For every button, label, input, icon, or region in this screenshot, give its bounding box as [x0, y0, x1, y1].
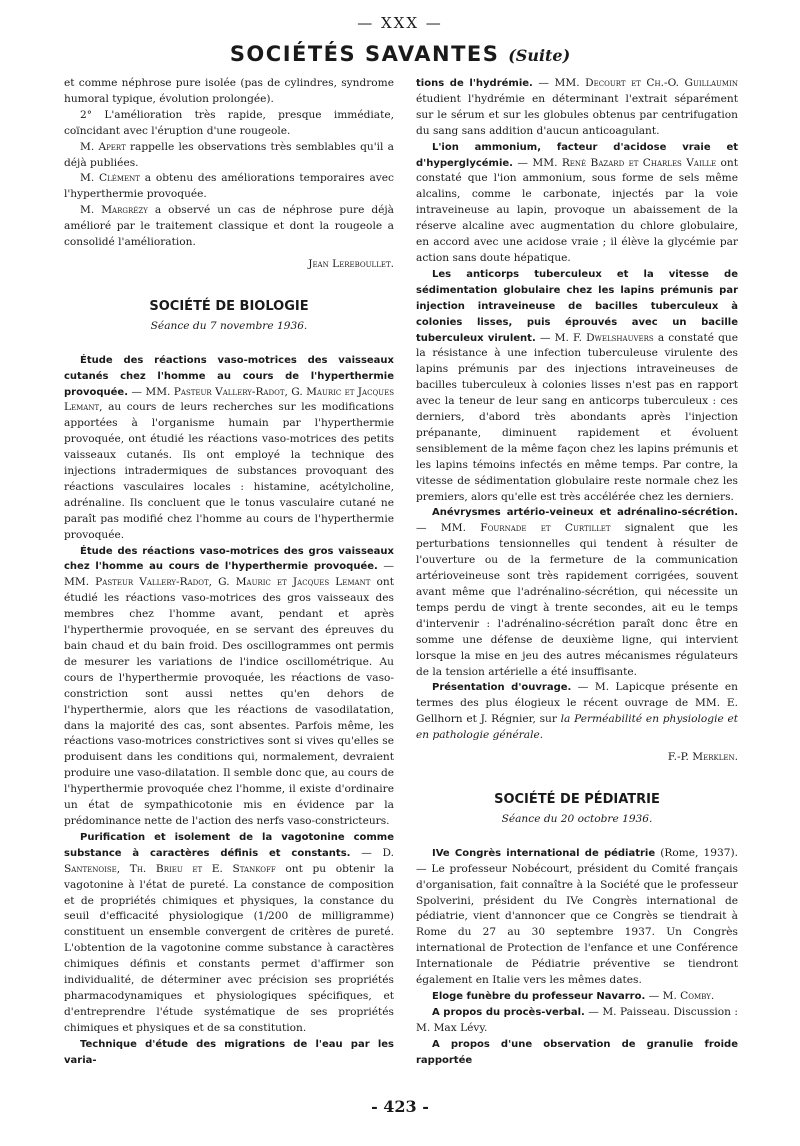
article-title: A propos d'une observation de granulie froide rapportée — [416, 1038, 738, 1066]
article-authors: — MM. Pasteur Vallery-Radot, G. Mauric et Jacques Lemant — [64, 560, 394, 589]
article-authors: — MM. René Bazard et Charles Vaille — [517, 156, 717, 169]
right-column — [416, 76, 738, 1068]
article-authors: — MM. Pasteur Vallery-Radot, G. Mauric et Jacques Lemant, — [64, 385, 394, 414]
article-title: Eloge funèbre du professeur Navarro. — [432, 990, 646, 1002]
paragraph — [64, 203, 394, 251]
left-column — [64, 76, 394, 1068]
article — [416, 1005, 738, 1037]
article-title: tions de l'hydrémie. — [416, 78, 533, 89]
article-text: a constaté que la résistance à une infection tuberculeuse virulente des lapins prémunis par des injections intraveineuses de bacilles tuberculeux à colonies lisses n'est pas en rapport avec la teneur de leur sang en anticorps tuberculeux : ces derniers, d'abord très abondants après l'injection prépanante, diminuent rapidement et évoluent sensiblement de la même façon chez les lapins prémunis et les lapins témoins infectés en même temps. Par contre, la vitesse de sédimentation globulaire reste normale chez les premiers, alors qu'elle est très accélérée chez les derniers. — [416, 331, 738, 503]
article — [416, 680, 738, 744]
article-text: — M. Comby. — [648, 989, 715, 1002]
author-name: M. Margrézy — [80, 204, 148, 217]
article — [64, 353, 394, 544]
article — [64, 1037, 394, 1069]
paragraph-text: a obtenu des améliorations temporaires avec l'hyperthermie provoquée. — [64, 172, 394, 201]
author-name: M. Apert — [80, 140, 126, 153]
folio-roman: — XXX — — [357, 14, 443, 32]
paragraph-text: rappelle les observations très semblables qu'il a déjà publiées. — [64, 140, 394, 169]
article-title: L'ion ammonium, facteur d'acidose vraie et d'hyperglycémie. — [416, 141, 738, 169]
article-title: Technique d'étude des migrations de l'eau par les varia- — [64, 1038, 394, 1066]
article — [64, 544, 394, 830]
header-title: SOCIÉTÉS SAVANTES — [229, 42, 500, 66]
article — [416, 989, 738, 1005]
article — [416, 267, 738, 506]
paragraph: et comme néphrose pure isolée (pas de cylindres, syndrome humoral typique, évolution prolongée). — [64, 77, 394, 105]
section-heading: SOCIÉTÉ DE PÉDIATRIE — [494, 791, 660, 807]
running-header — [0, 42, 800, 66]
signature: F.-P. Merklen. — [667, 751, 738, 764]
article — [416, 505, 738, 680]
article — [64, 830, 394, 1037]
article — [416, 140, 738, 267]
article-text: étudient l'hydrémie en déterminant l'extrait séparément sur le sérum et sur les globules obtenus par centrifugation du sang sans addition d'aucun anticoagulant. — [416, 92, 738, 137]
book-title: la Perméabilité en physiologie et en pathologie générale. — [416, 713, 738, 742]
paragraph-text: a observé un cas de néphrose pure déjà amélioré par le traitement classique et dont la rougeole a consolidé l'amélioration. — [64, 204, 394, 249]
author-name: M. Clément — [80, 172, 140, 185]
article-text: ont étudié les réactions vaso-motrices des gros vaisseaux des membres chez l'homme avant, pendant et après l'hyperthermie provoquée, en se servant des épreuves du bain chaud et du bain froid. Des oscillogrammes ont permis de mesurer les variations de l'indice oscillométrique. Au cours de l'hyperthermie provoquée, les réactions de vaso-constriction sont aussi nettes qu'en dehors de l'hyperthermie, alors que les réactions de vasodilatation, dans la majorité des cas, sont absentes. Parfois même, les réactions vaso-motrices constrictives sont si vives qu'elles se produisent dans les conditions qui, normalement, devraient produire une vaso-dilatation. Il semble donc que, au cours de l'hyperthermie provoquée chez l'homme, il existe d'ordinaire un état de sympathicotonie mis en évidence par la prédominance nette de l'action des nerfs vaso-constricteurs. — [64, 576, 394, 827]
article-title: IVe Congrès international de pédiatrie — [432, 847, 656, 859]
article-text: ont pu obtenir la vagotonine à l'état de pureté. La constance de composition et de propriétés chimiques et physiques, la constance du seuil d'efficacité physiologique (1/200 de milligramme) constituent un ensemble convergent de critères de pureté. L'obtention de la vagotonine comme substance à caractères chimiques définis et constants permet d'affirmer son individualité, de déterminer avec précision ses propriétés pharmacodynamiques et physiologiques spécifiques, et d'entreprendre l'étude systématique de ses propriétés chimiques et physiques et de sa constitution. — [64, 862, 394, 1034]
article-title: Anévrysmes artério-veineux et adrénalino-sécrétion. — [432, 507, 738, 519]
article-authors: — D. Santenoise, Th. Brieu et E. Stankoff — [64, 846, 395, 875]
article-authors: — MM. Decourt et Ch.-O. Guillaumin — [538, 77, 738, 89]
article-text: ont constaté que l'ion ammonium, sous forme de sels même alcalins, comme le carbonate, injectés par la voie intraveineuse au lapin, provoque un abaissement de la réserve alcaline avec augmentation du chlore globulaire, en accord avec une acidose vraie ; il élève la glycémie par action sans doute hépatique. — [416, 156, 738, 264]
article-title: Les anticorps tuberculeux et la vitesse de sédimentation globulaire chez les lapins prémunis par injection intraveineuse de bacilles tuberculeux à colonies lisses, puis éprouvés avec un bacille tuberculeux virulent. — [416, 268, 738, 344]
article-authors: — MM. Fournade et Curtillet — [416, 522, 611, 535]
article-title: Étude des réactions vaso-motrices des vaisseaux cutanés chez l'homme au cours de l'hyperthermie provoquée. — [64, 354, 394, 398]
article-authors: — M. F. Dwelshauvers — [539, 331, 654, 344]
section-heading: SOCIÉTÉ DE BIOLOGIE — [149, 298, 309, 314]
session-date: Séance du 7 novembre 1936. — [150, 319, 308, 332]
page-number: - 423 - — [371, 1097, 429, 1116]
paragraph — [64, 140, 394, 172]
article — [416, 76, 738, 140]
signature: Jean Lereboullet. — [308, 257, 394, 270]
article-title: Purification et isolement de la vagotonine comme substance à caractères définis et constants. — [64, 831, 394, 859]
article-title: Étude des réactions vaso-motrices des gros vaisseaux chez l'homme au cours de l'hyperthermie provoquée. — [64, 545, 394, 573]
paragraph — [64, 171, 394, 203]
article-text: au cours de leurs recherches sur les modifications apportées à l'organisme humain par l'hyperthermie provoquée, ont étudié les réactions vaso-motrices des petits vaisseaux cutanés. Ils ont employé la technique des injections intradermiques de substances provoquant des réactions vasculaires locales : histamine, acétylcholine, adrénaline. Ils concluent que le tonus vasculaire cutané ne paraît pas modifié chez l'homme au cours de l'hyperthermie provoquée. — [64, 401, 394, 541]
article-title: Présentation d'ouvrage. — [432, 682, 572, 694]
article-text: (Rome, 1937). — Le professeur Nobécourt, président du Comité français d'organisation, fait connaître à la Société que le professeur Spolverini, président du IVe Congrès international de pédiatrie, vient d'annoncer que ce Congrès se tiendrait à Rome du 27 au 30 septembre 1937. Un Congrès international de Protection de l'enfance et une Conférence Internationale de Pédiatrie préventive se tiendront également en Italie vers les mêmes dates. — [416, 846, 738, 987]
paragraph: 2° L'amélioration très rapide, presque immédiate, coïncidant avec l'éruption d'une rougeole. — [64, 108, 394, 137]
article-text: — M. Paisseau. Discussion : M. Max Lévy. — [416, 1005, 738, 1034]
article — [416, 1037, 738, 1069]
article — [416, 846, 738, 989]
header-suffix: (Suite) — [508, 46, 571, 65]
article-text: signalent que les perturbations tensionnelles qui tendent à résulter de l'ouverture ou de la fermeture de la communication artérioveineuse sont très rapidement corrigées, souvent avant même que l'adrénalino-sécrétion, qui nécessite un temps perdu de vingt à trente secondes, ait eu le temps d'intervenir : l'adrénalino-sécrétion paraît donc être en somme une défense de deuxième ligne, qui intervient lorsque la mise en jeu des autres mécanismes régulateurs de la tension artérielle a été insuffisante. — [416, 522, 738, 678]
session-date: Séance du 20 octobre 1936. — [501, 812, 653, 825]
article-text: — M. Lapicque présente en termes des plus élogieux le récent ouvrage de MM. E. Gellhorn et J. Régnier, sur — [416, 681, 738, 726]
article-title: A propos du procès-verbal. — [432, 1006, 585, 1018]
